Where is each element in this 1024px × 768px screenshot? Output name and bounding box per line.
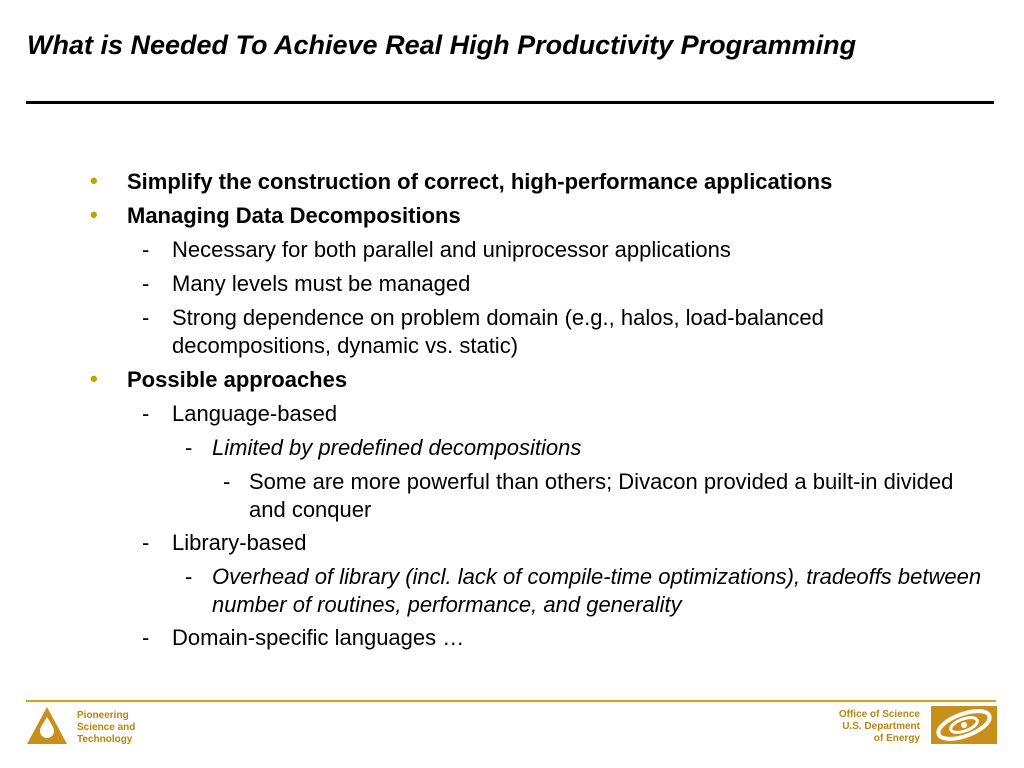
dash-marker: - [142, 625, 150, 650]
doe-office-of-science-logo-icon [931, 706, 997, 749]
footer-right-text [839, 709, 920, 745]
footer-right-line: U.S. Department [842, 721, 920, 732]
list-item: Necessary for both parallel and uniprocessor applications [172, 237, 731, 262]
dash-marker: - [142, 271, 150, 296]
list-item: Library-based [172, 530, 307, 555]
dash-marker: - [223, 469, 231, 494]
footer-left-text [77, 710, 135, 746]
bullet-marker: • [90, 366, 98, 391]
footer-right-line: Office of Science [838, 709, 920, 720]
dash-marker: - [142, 401, 150, 426]
dash-marker: - [185, 435, 193, 460]
footer-left-line: Science and [77, 722, 136, 733]
footer-right-line: of Energy [873, 733, 920, 744]
list-item: Some are more powerful than others; Divacon provided a built-in divided and conquer [249, 469, 954, 522]
dash-marker: - [142, 530, 150, 555]
list-item: Domain-specific languages … [172, 625, 465, 650]
list-item: Possible approaches [127, 367, 348, 392]
title-divider [26, 101, 994, 104]
list-item: Language-based [172, 401, 338, 426]
list-item: Managing Data Decompositions [127, 203, 461, 228]
dash-marker: - [142, 237, 150, 262]
slide-title: What is Needed To Achieve Real High Productivity Programming [27, 30, 857, 60]
footer-left-line: Pioneering [77, 710, 129, 721]
list-item: Simplify the construction of correct, high-performance applications [127, 169, 833, 194]
footer-divider [26, 700, 996, 702]
bullet-marker: • [90, 168, 98, 193]
list-item: Overhead of library (incl. lack of compile-time optimizations), tradeoffs between number of routines, performance, and generality [212, 564, 982, 617]
dash-marker: - [185, 564, 193, 589]
list-item: Limited by predefined decompositions [212, 435, 582, 460]
list-item: Strong dependence on problem domain (e.g., halos, load-balanced decompositions, dynamic vs. static) [172, 305, 824, 358]
footer-left-line: Technology [77, 734, 133, 745]
argonne-triangle-logo-icon [26, 706, 68, 751]
list-item: Many levels must be managed [172, 271, 471, 296]
dash-marker: - [142, 305, 150, 330]
bullet-marker: • [90, 202, 98, 227]
